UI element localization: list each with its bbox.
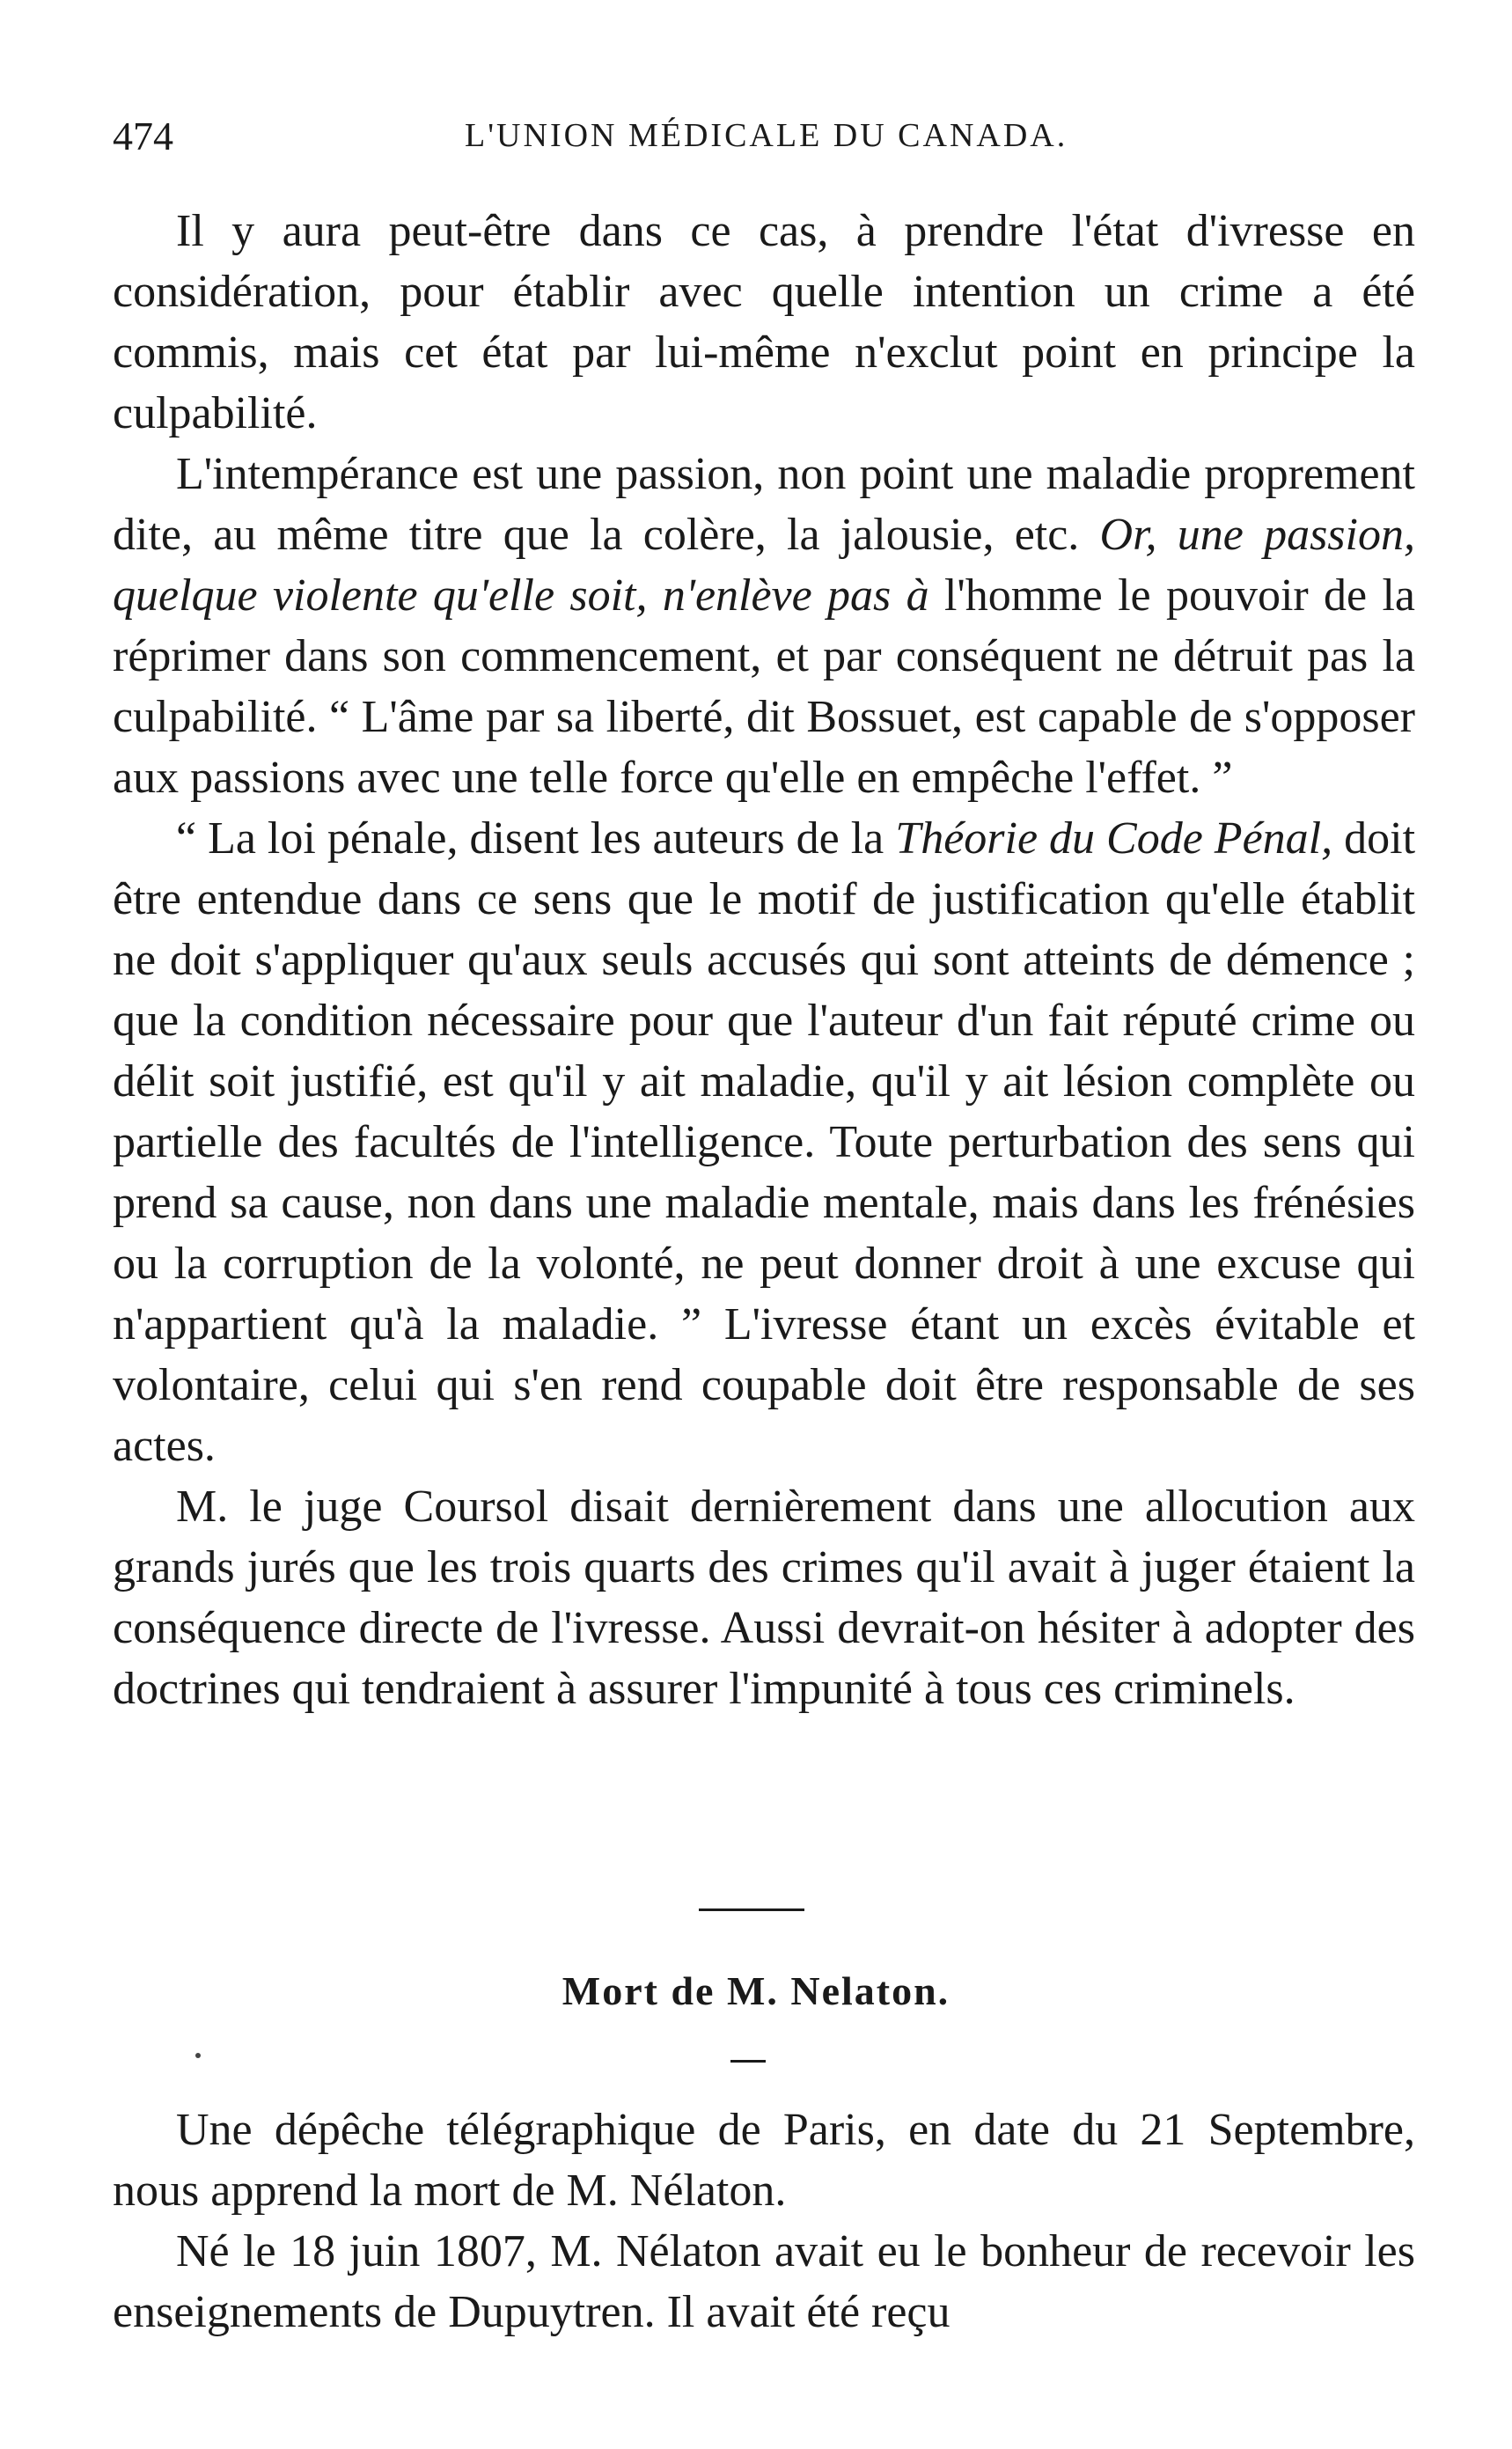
paragraph [113, 1476, 1415, 1719]
paragraph-text: Né le 18 juin 1807, M. Nélaton avait eu le bonheur de recevoir les enseignements de Dupuytren. Il avait été reçu [113, 2226, 1415, 2337]
paragraph [113, 444, 1415, 808]
article-body [113, 201, 1415, 1719]
paragraph-text: Une dépêche télégraphique de Paris, en date du 21 Septembre, nous apprend la mort de M. Nélaton. [113, 2105, 1415, 2216]
paragraph-text: Il y aura peut-être dans ce cas, à prendre l'état d'ivresse en considération, pour établir avec quelle intention un crime a été commis, mais cet état par lui-même n'exclut point en principe la culpabilité. [113, 206, 1415, 438]
section-divider [699, 1908, 804, 1911]
paragraph [113, 201, 1415, 444]
section-heading: Mort de M. Nelaton. [561, 1968, 951, 2013]
book-title-text: Théorie du Code Pénal, [895, 813, 1333, 864]
paragraph-text: “ La loi pénale, disent les auteurs de la [176, 813, 884, 864]
obituary-body [113, 2100, 1415, 2342]
paragraph-text: M. le juge Coursol disait dernièrement dans une allocution aux grands jurés que les trois quarts des crimes qu'il avait à juger étaient la conséquence directe de l'ivresse. Aussi devrait-on hésiter à adopter des doctrines qui tendraient à assurer l'impunité à tous ces criminels. [113, 1482, 1415, 1714]
paragraph [113, 808, 1415, 1476]
journal-title: L'UNION MÉDICALE DU CANADA. [465, 117, 1068, 154]
heading-rule [730, 2060, 766, 2063]
paragraph-text: L'intempérance est une passion, non point une maladie proprement dite, au même titre que la colère, la jalousie, etc. [113, 449, 1415, 560]
ink-speck [195, 2053, 201, 2058]
running-head [113, 113, 1415, 165]
page-number: 474 [113, 114, 173, 158]
paragraph-text: doit être entendue dans ce sens que le motif de justification qu'elle établit ne doit s'appliquer qu'aux seuls accusés qui sont atteints de démence ; que la condition nécessaire pour que l'auteur d'un fait réputé crime ou délit soit justifié, est qu'il y ait maladie, qu'il y ait lésion complète ou partielle des facultés de l'intelligence. Toute perturbation des sens qui prend sa cause, non dans une maladie mentale, mais dans les frénésies ou la corruption de la volonté, ne peut donner droit à une excuse qui n'appartient qu'à la maladie. ” L'ivresse étant un excès évitable et volontaire, celui qui s'en rend coupable doit être responsable de ses actes. [113, 813, 1416, 1471]
italic-text: Or, une passion, quelque violente qu'elle soit, n'enlève pas à [113, 510, 1415, 621]
paragraph [113, 2100, 1415, 2221]
paragraph-text: l'homme le pouvoir de la réprimer dans son commencement, et par conséquent ne détruit pas la culpabilité. “ L'âme par sa liberté, dit Bossuet, est capable de s'opposer aux passions avec une telle force qu'elle en empêche l'effet. ” [113, 570, 1415, 803]
paragraph [113, 2221, 1415, 2342]
